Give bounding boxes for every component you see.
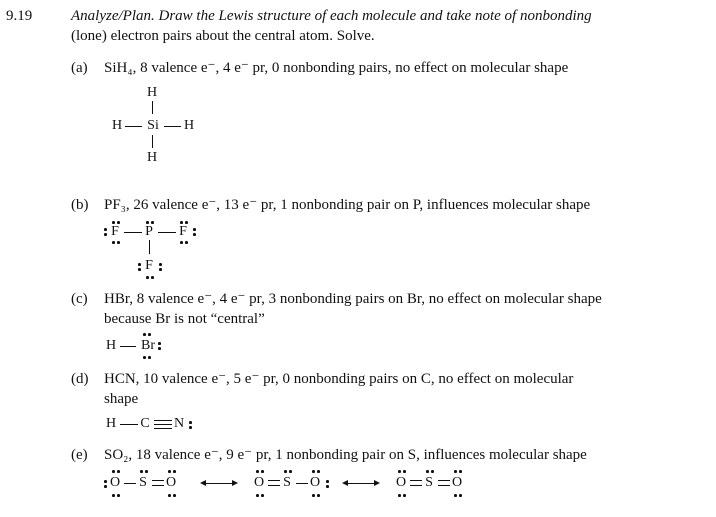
so2-r3-atom-o-left: O <box>395 475 407 490</box>
sih4-bond-top <box>152 101 153 114</box>
pf3-atom-f-left: F <box>111 224 119 239</box>
so2-r2-atom-o-left: O <box>253 475 265 490</box>
hbr-br-lonepairs <box>143 333 146 336</box>
so2-r3-atom-s: S <box>425 475 433 490</box>
sih4-atom-h-top: H <box>146 85 158 100</box>
so2-r1-o-right-lonepairs <box>168 470 171 473</box>
sih4-bond-right <box>164 126 181 127</box>
sih4-bond-bottom <box>152 135 153 148</box>
pf3-bond-left <box>124 232 142 233</box>
pf3-f-bottom-lonepair <box>138 263 141 266</box>
so2-r1-o-left-lonepairs <box>104 480 107 483</box>
hbr-atom-h: H <box>105 338 117 353</box>
part-e-label: (e) <box>71 447 88 463</box>
sih4-bond-left <box>125 126 142 127</box>
so2-r3-double-bond-right <box>438 480 450 481</box>
so2-r2-o-right-lonepairs <box>312 470 315 473</box>
part-d-label: (d) <box>71 371 89 387</box>
hbr-atom-br: Br <box>141 338 155 353</box>
so2-r3-o-right-lonepairs <box>454 470 457 473</box>
so2-r2-s-lonepair <box>284 470 287 473</box>
problem-number: 9.19 <box>6 8 33 24</box>
sih4-structure <box>100 86 210 170</box>
hcn-single-bond <box>120 424 138 425</box>
so2-r1-atom-o-right: O <box>165 475 177 490</box>
part-d-text-line-2: shape <box>104 391 139 407</box>
sih4-atom-h-right: H <box>183 118 195 133</box>
pf3-atom-f-bottom: F <box>145 258 153 273</box>
hcn-atom-c: C <box>140 416 150 431</box>
so2-r3-o-left-lonepairs <box>398 470 401 473</box>
part-c-text-line-2: because Br is not “central” <box>104 311 265 327</box>
part-a-label: (a) <box>71 60 88 76</box>
hcn-n-lonepair <box>189 421 192 424</box>
so2-r1-double-bond <box>152 480 164 481</box>
pf3-structure <box>100 218 220 278</box>
hcn-atom-n: N <box>173 416 185 431</box>
so2-r1-atom-o-left: O <box>109 475 121 490</box>
so2-r2-o-left-lonepairs <box>256 470 259 473</box>
sih4-atom-si: Si <box>147 118 159 133</box>
pf3-bond-bottom <box>149 240 150 254</box>
intro-line-1: Analyze/Plan. Draw the Lewis structure of each molecule and take note of nonbonding <box>71 8 592 24</box>
sih4-atom-h-left: H <box>111 118 123 133</box>
so2-resonance-2 <box>244 466 344 512</box>
pf3-f-left-lonepair <box>104 228 107 231</box>
sih4-atom-h-bottom: H <box>146 150 158 165</box>
so2-resonance-1 <box>100 466 200 512</box>
hcn-triple-bond <box>154 420 172 421</box>
so2-r1-s-lonepair <box>140 470 143 473</box>
so2-r3-s-lonepair <box>426 470 429 473</box>
intro-line-2: (lone) electron pairs about the central atom. Solve. <box>71 28 375 44</box>
part-c-label: (c) <box>71 291 88 307</box>
part-c-text-line-1: HBr, 8 valence e⁻, 4 e⁻ pr, 3 nonbonding pairs on Br, no effect on molecular shape <box>104 291 602 307</box>
pf3-bond-right <box>158 232 176 233</box>
pf3-atom-f-right: F <box>179 224 187 239</box>
part-b-label: (b) <box>71 197 89 213</box>
pf3-atom-p: P <box>145 224 153 239</box>
hbr-bond <box>120 346 136 347</box>
part-e-text: SO₂, 18 valence e⁻, 9 e⁻ pr, 1 nonbonding pair on S, influences molecular shape <box>104 447 587 463</box>
so2-r2-atom-o-right: O <box>309 475 321 490</box>
hcn-atom-h: H <box>105 416 117 431</box>
hbr-structure <box>100 330 180 364</box>
so2-r1-atom-s: S <box>139 475 147 490</box>
resonance-arrow-2 <box>347 483 375 484</box>
so2-r2-atom-s: S <box>283 475 291 490</box>
so2-r1-single-bond <box>124 483 136 484</box>
so2-r2-single-bond <box>296 483 308 484</box>
so2-resonance-3 <box>386 466 486 512</box>
so2-r2-double-bond <box>268 480 280 481</box>
resonance-arrow-1 <box>205 483 233 484</box>
so2-r3-atom-o-right: O <box>451 475 463 490</box>
part-d-text-line-1: HCN, 10 valence e⁻, 5 e⁻ pr, 0 nonbonding pairs on C, no effect on molecular <box>104 371 574 387</box>
so2-r3-double-bond-left <box>410 480 422 481</box>
part-a-text: SiH₄, 8 valence e⁻, 4 e⁻ pr, 0 nonbonding pairs, no effect on molecular shape <box>104 60 569 76</box>
part-b-text: PF₃, 26 valence e⁻, 13 e⁻ pr, 1 nonbonding pair on P, influences molecular shape <box>104 197 591 213</box>
hcn-structure <box>100 412 210 434</box>
